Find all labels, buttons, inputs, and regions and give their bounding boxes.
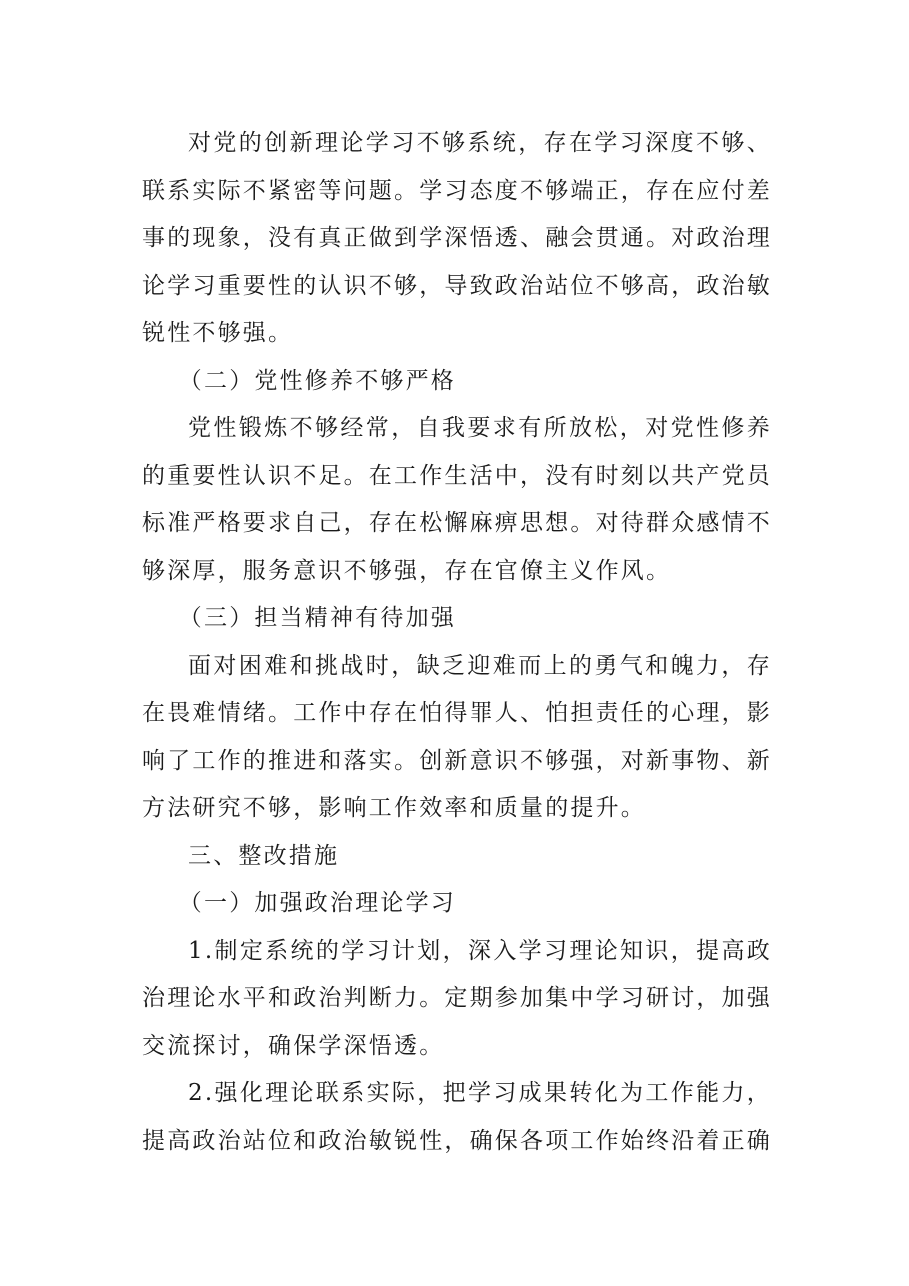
subheading-strengthen-study: （一）加强政治理论学习 [178, 890, 456, 916]
paragraph-theory-study: 对党的创新理论学习不够系统，存在学习深度不够、联系实际不紧密等问题。学习态度不够端正，存在应付差事的现象，没有真正做到学深悟透、融会贯通。对政治理论学习重要性的认识不够，导致政治站位不够高，政治敏锐性不够强。 [142, 130, 772, 346]
subheading-responsibility: （三）担当精神有待加强 [178, 605, 456, 631]
section-heading-rectification: 三、整改措施 [188, 842, 340, 869]
paragraph-measure-2: 2.强化理论联系实际，把学习成果转化为工作能力，提高政治站位和政治敏锐性，确保各项工作始终沿着正确 [142, 1080, 772, 1154]
paragraph-measure-1: 1.制定系统的学习计划，深入学习理论知识，提高政治理论水平和政治判断力。定期参加集中学习研讨，加强交流探讨，确保学深悟透。 [142, 937, 772, 1059]
subheading-party-spirit: （二）党性修养不够严格 [178, 367, 456, 394]
paragraph-party-spirit: 党性锻炼不够经常，自我要求有所放松，对党性修养的重要性认识不足。在工作生活中，没有时刻以共产党员标准严格要求自己，存在松懈麻痹思想。对待群众感情不够深厚，服务意识不够强，存在官僚主义作风。 [142, 415, 772, 584]
paragraph-responsibility: 面对困难和挑战时，缺乏迎难而上的勇气和魄力，存在畏难情绪。工作中存在怕得罪人、怕担责任的心理，影响了工作的推进和落实。创新意识不够强，对新事物、新方法研究不够，影响工作效率和质量的提升。 [142, 652, 772, 821]
document-body [142, 120, 772, 1165]
